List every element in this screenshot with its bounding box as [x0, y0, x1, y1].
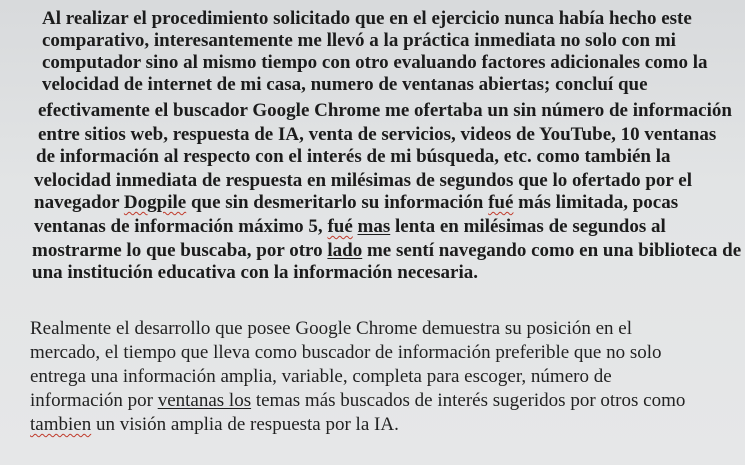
spellcheck-word: fué	[488, 192, 514, 213]
text-line: velocidad inmediata de respuesta en milésimas de segundos que lo ofertado por el	[34, 170, 692, 191]
text-line: Realmente el desarrollo que posee Google Chrome demuestra su posición en el	[30, 318, 633, 339]
text-line: una institución educativa con la información necesaria.	[32, 262, 478, 283]
grammar-word: mas	[357, 216, 391, 237]
text-span: me sentí navegando como en una biblioteca de	[366, 240, 742, 261]
spellcheck-word: Dogpile	[123, 192, 187, 213]
grammar-word: lado	[327, 240, 363, 261]
text-line	[32, 240, 741, 262]
text-line	[34, 216, 666, 238]
text-line: computador sino al mismo tiempo con otro evaluando factores adicionales como la	[42, 52, 708, 73]
spellcheck-word: fué	[327, 216, 353, 237]
text-span: un visión amplia de respuesta por la IA.	[95, 414, 399, 435]
text-line: Al realizar el procedimiento solicitado que en el ejercicio nunca había hecho este	[42, 8, 692, 29]
spellcheck-word: tambien	[30, 414, 92, 435]
text-line: entrega una información amplia, variable, completa para escoger, número de	[30, 366, 612, 387]
text-line	[30, 414, 399, 436]
text-span: lenta en milésimas de segundos al	[395, 216, 666, 237]
text-span: que sin desmeritarlo su información	[190, 192, 484, 213]
text-line: velocidad de internet de mi casa, numero de ventanas abiertas; concluí que	[42, 74, 648, 95]
text-line: efectivamente el buscador Google Chrome me ofertaba un sin número de información	[38, 100, 732, 121]
text-line: de información al respecto con el interés de mi búsqueda, etc. como también la	[36, 146, 671, 167]
text-line: entre sitios web, respuesta de IA, venta de servicios, videos de YouTube, 10 ventanas	[38, 124, 717, 145]
text-span: temas más buscados de interés sugeridos por otros como	[255, 390, 686, 411]
text-span: ventanas de información máximo 5,	[34, 216, 323, 237]
text-span: mostrarme lo que buscaba, por otro	[32, 240, 323, 261]
text-span: información por	[30, 390, 153, 411]
text-line	[30, 390, 685, 412]
grammar-word: ventanas los	[157, 390, 252, 411]
text-span: más limitada, pocas	[518, 192, 679, 213]
text-span: navegador	[34, 192, 120, 213]
text-line	[34, 192, 678, 214]
text-line: comparativo, interesantemente me llevó a la práctica inmediata no solo con mi	[42, 30, 676, 51]
text-line: mercado, el tiempo que lleva como buscador de información preferible que no solo	[30, 342, 662, 363]
